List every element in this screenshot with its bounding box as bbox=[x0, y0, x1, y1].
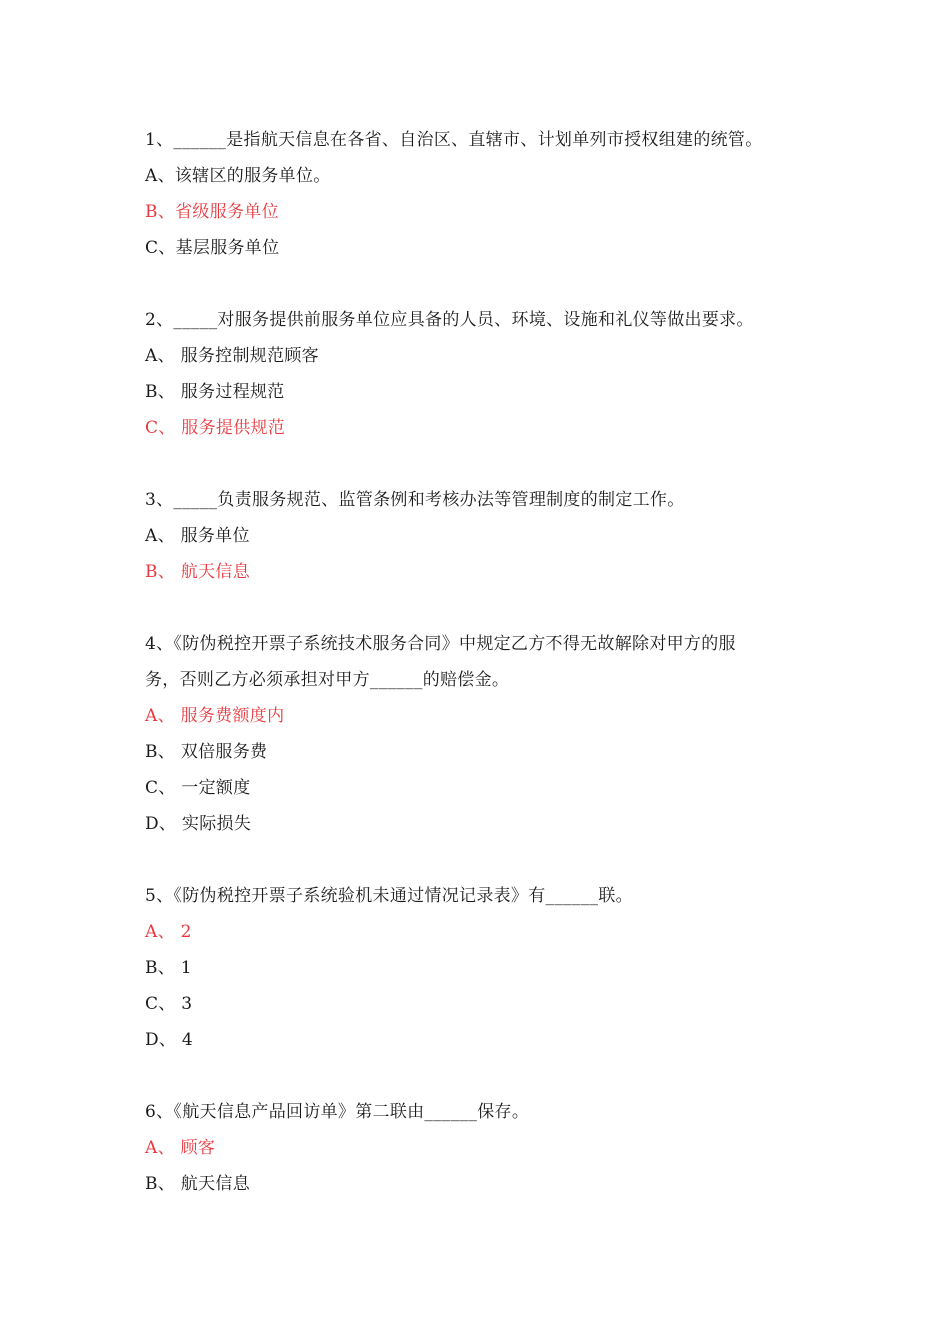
question-stem: 3、_____负责服务规范、监管条例和考核办法等管理制度的制定工作。 bbox=[145, 490, 685, 510]
question-stem-line-1: 4、《防伪税控开票子系统技术服务合同》中规定乙方不得无故解除对甲方的服 bbox=[145, 634, 736, 654]
option-c: C、 3 bbox=[145, 994, 193, 1014]
option-b: B、 双倍服务费 bbox=[145, 742, 268, 762]
question-stem: 1、______是指航天信息在各省、自治区、直辖市、计划单列市授权组建的统管。 bbox=[145, 130, 763, 150]
question-2 bbox=[145, 302, 825, 446]
option-b: B、 1 bbox=[145, 958, 192, 978]
question-stem: 6、《航天信息产品回访单》第二联由______保存。 bbox=[145, 1102, 530, 1122]
option-b-correct: B、省级服务单位 bbox=[145, 202, 279, 222]
question-3 bbox=[145, 482, 825, 590]
question-6 bbox=[145, 1094, 825, 1202]
option-c-correct: C、 服务提供规范 bbox=[145, 418, 286, 438]
question-stem: 5、《防伪税控开票子系统验机未通过情况记录表》有______联。 bbox=[145, 886, 633, 906]
question-stem: 2、_____对服务提供前服务单位应具备的人员、环境、设施和礼仪等做出要求。 bbox=[145, 310, 754, 330]
question-stem-line-2: 务，否则乙方必须承担对甲方______的赔偿金。 bbox=[145, 670, 510, 690]
option-b: B、 服务过程规范 bbox=[145, 382, 285, 402]
option-a-correct: A、 顾客 bbox=[145, 1138, 216, 1158]
option-a-correct: A、 服务费额度内 bbox=[145, 706, 285, 726]
question-list bbox=[145, 122, 825, 1238]
option-d: D、 实际损失 bbox=[145, 814, 252, 834]
option-a-correct: A、 2 bbox=[145, 922, 192, 942]
option-b-correct: B、 航天信息 bbox=[145, 562, 250, 582]
question-4 bbox=[145, 626, 825, 842]
option-d: D、 4 bbox=[145, 1030, 194, 1050]
option-b: B、 航天信息 bbox=[145, 1174, 250, 1194]
option-a: A、 服务单位 bbox=[145, 526, 250, 546]
question-1 bbox=[145, 122, 825, 266]
question-5 bbox=[145, 878, 825, 1058]
option-c: C、 一定额度 bbox=[145, 778, 251, 798]
option-a: A、该辖区的服务单位。 bbox=[145, 166, 331, 186]
option-a: A、 服务控制规范顾客 bbox=[145, 346, 319, 366]
option-c: C、基层服务单位 bbox=[145, 238, 280, 258]
